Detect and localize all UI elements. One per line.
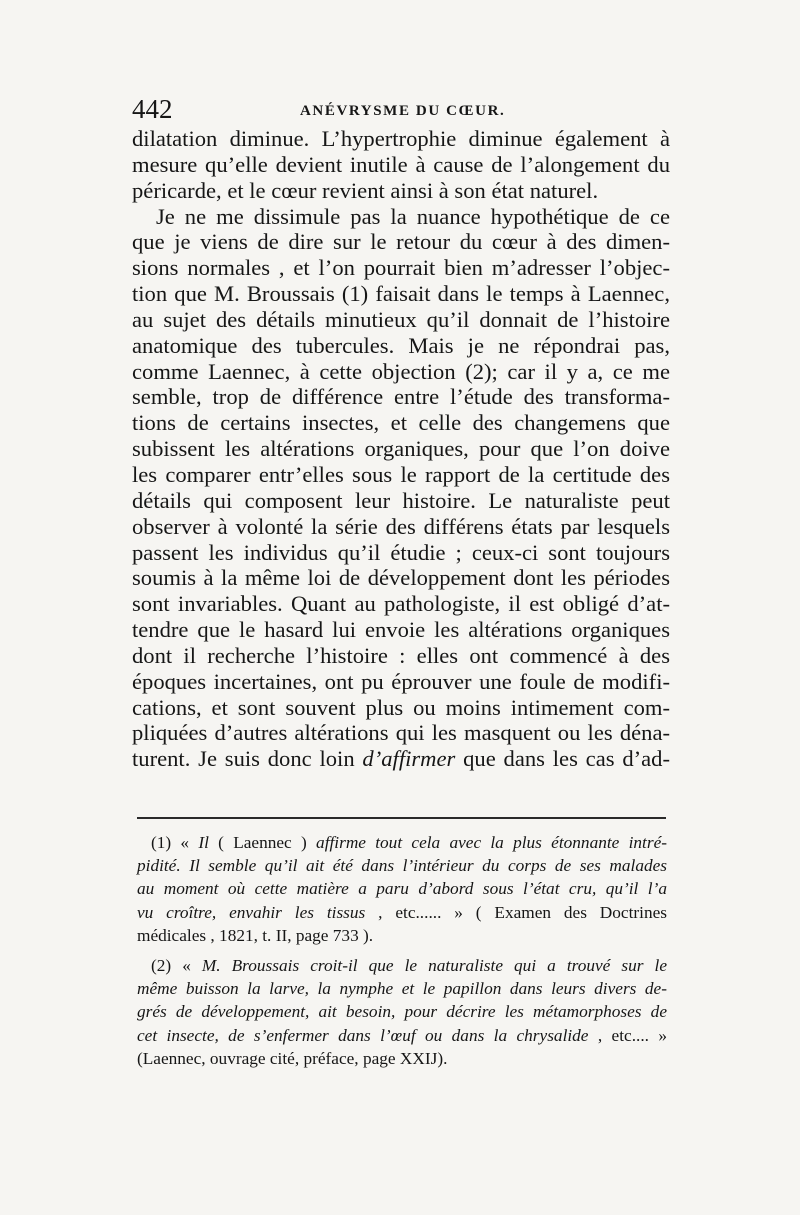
text-line: soumis à la même loi de développement dont les périodes (132, 565, 670, 591)
text-line: pliquées d’autres altérations qui les masquent ou les déna- (132, 720, 670, 746)
text-line: mesure qu’elle devient inutile à cause de l’alongement du (132, 151, 670, 177)
footnote-line: (2) « M. Broussais croit-il que le naturaliste qui a trouvé sur le (151, 955, 667, 975)
text-line: détails qui composent leur histoire. Le naturaliste peut (132, 487, 670, 513)
text-line: dilatation diminue. L’hypertrophie diminue également à (132, 126, 670, 151)
footnote-line: (1) « Il ( Laennec ) affirme tout cela avec la plus étonnante intré- (151, 833, 667, 852)
body-text (132, 126, 670, 772)
text-line: Je ne me dissimule pas la nuance hypothétique de ce (156, 203, 670, 229)
text-line: cations, et sont souvent plus ou moins intimement com- (132, 694, 670, 720)
text-line: comme Laennec, à cette objection (2); car il y a, ce me (132, 358, 670, 384)
running-title: ANÉVRYSME DU CŒUR. (300, 103, 506, 119)
text-line: tions de certains insectes, et celle des changemens que (132, 410, 670, 436)
footnote-line: au moment où cette matière a paru d’abord sous l’état cru, qu’il l’a (137, 879, 667, 899)
footnote-1 (137, 831, 667, 947)
footnote-line: grés de développement, ait besoin, pour décrire les métamorphoses de (137, 1002, 667, 1022)
text-line: dont il recherche l’histoire : elles ont commencé à des (132, 642, 670, 668)
text-line: péricarde, et le cœur revient ainsi à son état naturel. (132, 177, 599, 203)
footnote-line: même buisson la larve, la nymphe et le papillon dans leurs divers de- (137, 979, 667, 999)
text-line: sions normales , et l’on pourrait bien m’adresser l’objec- (132, 255, 670, 281)
text-line: sont invariables. Quant au pathologiste, il est obligé d’at- (132, 591, 670, 617)
text-line: tendre que le hasard lui envoie les altérations organiques (132, 617, 670, 643)
emphasis-text: d’affirmer (362, 746, 456, 772)
footnote-line: pidité. Il semble qu’il ait été dans l’intérieur du corps de ses malades (137, 856, 667, 876)
footnote-separator (137, 817, 666, 819)
footnote-line: médicales , 1821, t. II, page 733 ). (137, 925, 374, 945)
text-line: observer à volonté la série des différens états par lesquels (132, 513, 670, 539)
text-line: semble, trop de différence entre l’étude des transforma- (132, 384, 670, 410)
text-line: subissent les altérations organiques, pour que l’on doive (132, 436, 670, 462)
text-line: turent. Je suis donc loin d’affirmer que dans les cas d’ad- (132, 746, 670, 772)
running-head (132, 94, 668, 126)
footnote-line: cet insecte, de s’enfermer dans l’œuf ou dans la chrysalide , etc.... » (137, 1025, 667, 1045)
text-line: époques incertaines, ont pu éprouver une foule de modifi- (132, 668, 670, 694)
footnote-line: vu croître, envahir les tissus , etc...... » ( Examen des Doctrines (137, 902, 667, 922)
footnote-2 (137, 954, 667, 1070)
text-line: que je viens de dire sur le retour du cœur à des dimen- (132, 229, 670, 255)
text-line: anatomique des tubercules. Mais je ne répondrai pas, (132, 332, 670, 358)
page-number: 442 (132, 94, 173, 124)
text-line: au sujet des détails minutieux qu’il donnait de l’histoire (132, 306, 670, 332)
text-line: les comparer entr’elles sous le rapport de la certitude des (132, 461, 670, 487)
footnote-line: (Laennec, ouvrage cité, préface, page XXIJ). (137, 1048, 448, 1068)
text-line: tion que M. Broussais (1) faisait dans le temps à Laennec, (132, 281, 670, 307)
footnote-gap (137, 947, 667, 954)
text-line: passent les individus qu’il étudie ; ceux-ci sont toujours (132, 539, 670, 565)
footnotes (137, 831, 667, 1070)
